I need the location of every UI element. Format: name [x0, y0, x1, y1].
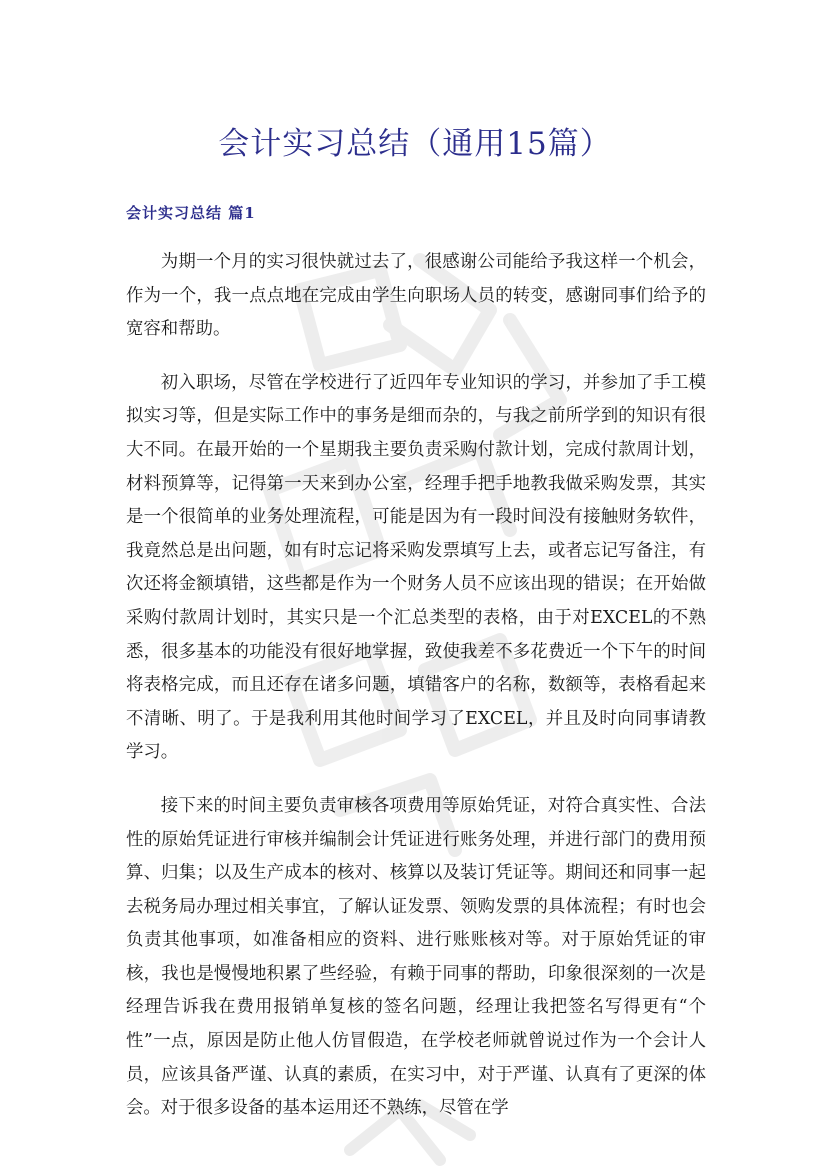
paragraph: 初入职场，尽管在学校进行了近四年专业知识的学习，并参加了手工模拟实习等，但是实际工作中的事务是细而杂的，与我之前所学到的知识有很大不同。在最开始的一个星期我主要负责采购付款计划，完成付款周计划，材料预算等，记得第一天来到办公室，经理手把手地教我做采购发票，其实是一个很简单的业务处理流程，可能是因为有一段时间没有接触财务软件，我竟然总是出问题，如有时忘记将采购发票填写上去，或者忘记写备注，有次还将金额填错，这些都是作为一个财务人员不应该出现的错误；在开始做采购付款周计划时，其实只是一个汇总类型的表格，由于对EXCEL的不熟悉，很多基本的功能没有很好地掌握，致使我差不多花费近一个下午的时间将表格完成，而且还存在诸多问题，填错客户的名称，数额等，表格看起来不清晰、明了。于是我利用其他时间学习了EXCEL，并且及时向同事请教学习。	[126, 372, 706, 763]
paragraph: 接下来的时间主要负责审核各项费用等原始凭证，对符合真实性、合法性的原始凭证进行审核并编制会计凭证进行账务处理，并进行部门的费用预算、归集；以及生产成本的核对、核算以及装订凭证等。期间还和同事一起去税务局办理过相关事宜，了解认证发票、领购发票的具体流程；有时也会负责其他事项，如准备相应的资料、进行账账核对等。对于原始凭证的审核，我也是慢慢地积累了些经验，有赖于同事的帮助，印象很深刻的一次是经理告诉我在费用报销单复核的签名问题，经理让我把签名写得更有“个性”一点，原因是防止他人仿冒假造，在学校老师就曾说过作为一个会计人员，应该具备严谨、认真的素质，在实习中，对于严谨、认真有了更深的体会。对于很多设备的基本运用还不熟练，尽管在学	[126, 795, 706, 1119]
body-text	[126, 246, 706, 1146]
document-title: 会计实习总结（通用15篇）	[218, 126, 612, 162]
section-heading: 会计实习总结 篇1	[126, 204, 256, 222]
paragraph: 为期一个月的实习很快就过去了，很感谢公司能给予我这样一个机会，作为一个，我一点点地在完成由学生向职场人员的转变，感谢同事们给予的宽容和帮助。	[126, 252, 706, 340]
